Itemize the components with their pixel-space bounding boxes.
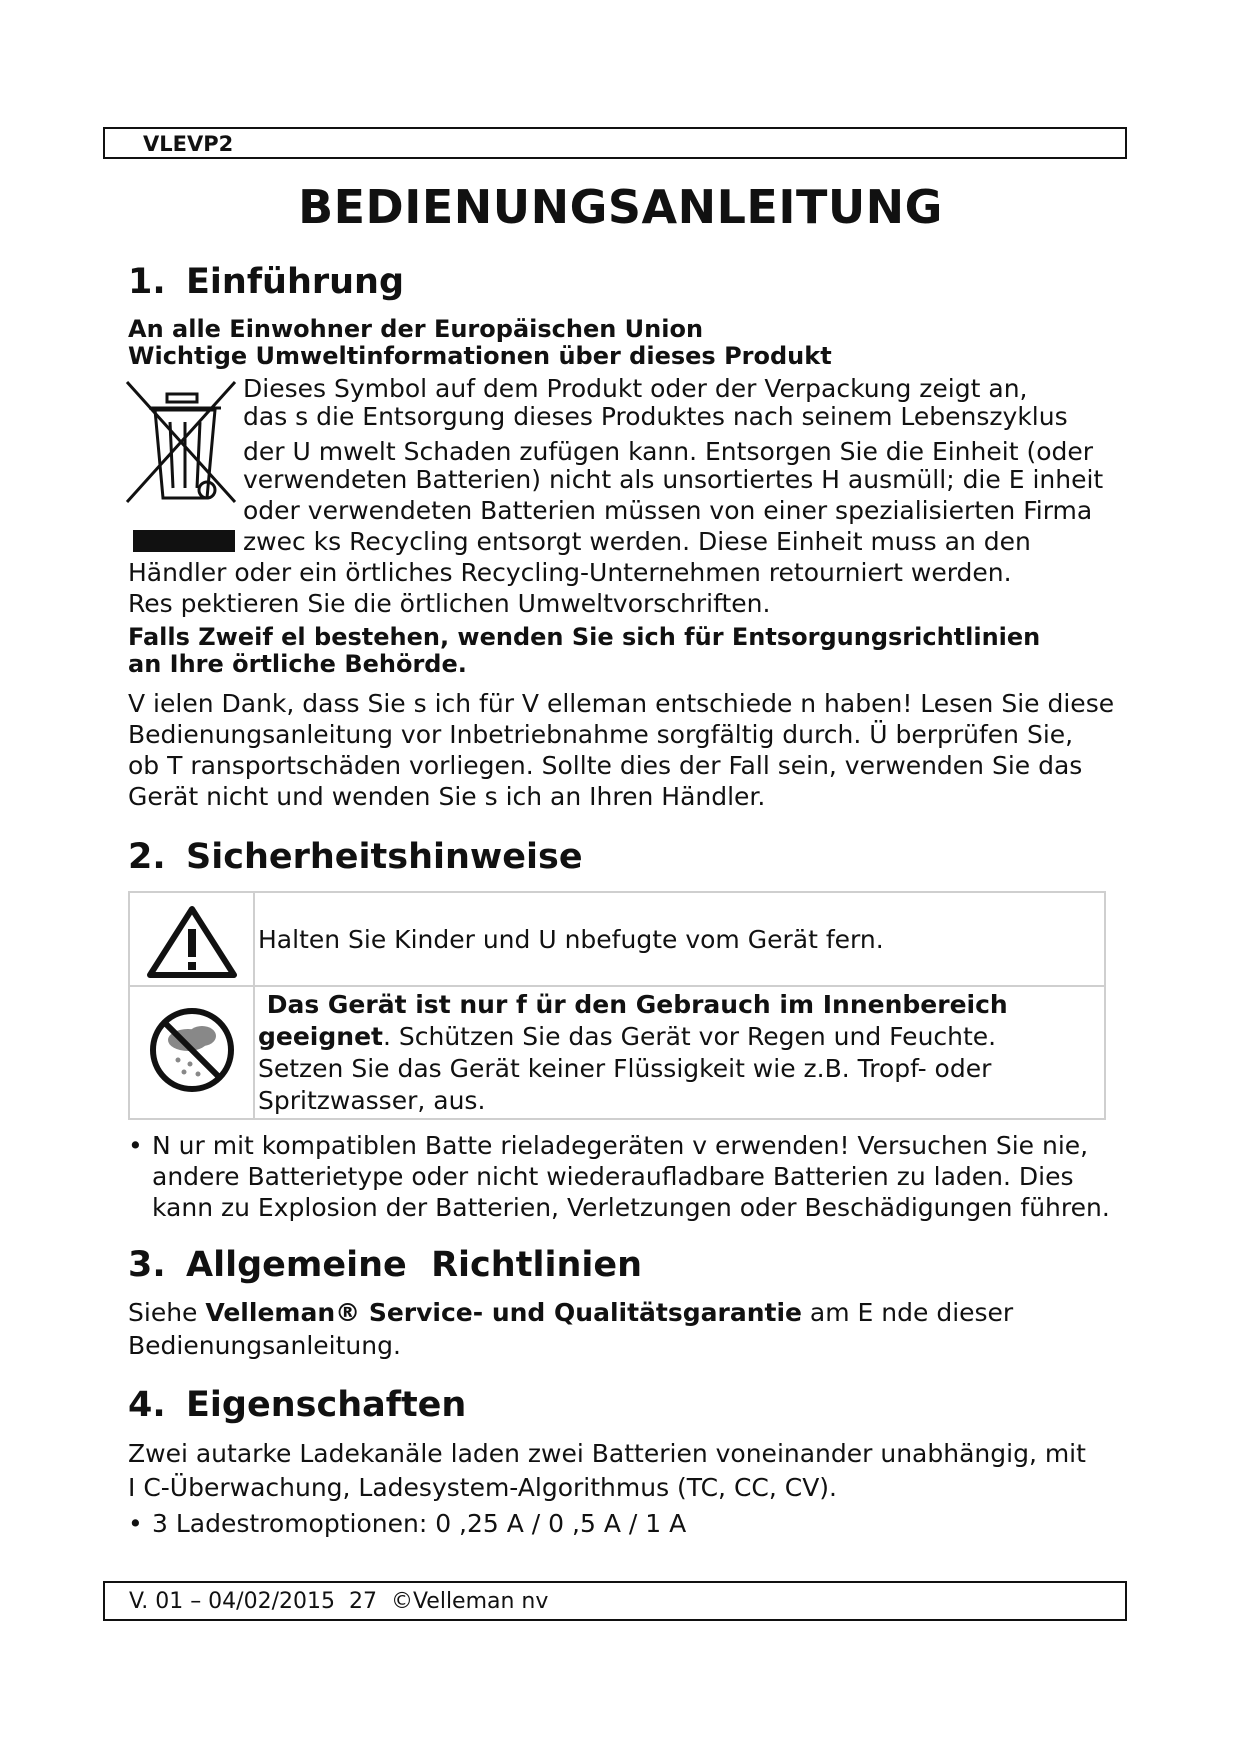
warranty-line [128,1297,1013,1328]
warranty-pre: Siehe [128,1298,206,1327]
section-3-number: 3. [128,1245,166,1285]
section-2-number: 2. [128,837,166,877]
moisture-line [258,1021,1008,1053]
warning-triangle-icon [146,905,238,979]
features-line: Zwei autarke Ladekanäle laden zwei Batterien voneinander unabhängig, mit [128,1439,1086,1468]
thanks-text-line: ob T ransportschäden vorliegen. Sollte dies der Fall sein, verwenden Sie das [128,751,1083,780]
header-box [103,127,1127,159]
bullet-line: kann zu Explosion der Batterien, Verletzungen oder Beschädigungen führen. [152,1193,1110,1222]
features-line: I C-Überwachung, Ladesystem-Algorithmus (TC, CC, CV). [128,1473,838,1502]
thanks-text-line: Gerät nicht und wenden Sie s ich an Ihren Händler. [128,782,766,811]
suitable-label: geeignet [258,1022,383,1051]
thanks-text-line: Bedienungsanleitung vor Inbetriebnahme sorgfältig durch. Ü berprüfen Sie, [128,720,1074,749]
footer-box [103,1581,1127,1621]
model-number: VLEVP2 [143,132,234,156]
weee-text-line: der U mwelt Schaden zufügen kann. Entsorgen Sie die Einheit (oder [243,437,1094,466]
splash-water-line: Spritzwasser, aus. [258,1086,486,1115]
liquid-line: Setzen Sie das Gerät keiner Flüssigkeit wie z.B. Tropf- oder [258,1054,992,1083]
safety-row-1-text: Halten Sie Kinder und U nbefugte vom Gerät fern. [258,925,884,954]
doubt-notice-line: an Ihre örtliche Behörde. [128,650,467,678]
no-rain-icon [148,1006,236,1094]
bullet-dot: • [128,1509,143,1538]
safety-row-2-text [258,989,1008,1117]
section-3-title: Allgemeine Richtlinien [186,1245,643,1285]
section-1-title: Einführung [186,262,405,302]
warranty-post: am E nde dieser [801,1298,1014,1327]
indoor-use-line: Das Gerät ist nur f ür den Gebrauch im Innenbereich [258,990,1008,1019]
doubt-notice-line: Falls Zweif el bestehen, wenden Sie sich für Entsorgungsrichtlinien [128,623,1041,651]
weee-text-line: Res pektieren Sie die örtlichen Umweltvorschriften. [128,589,771,618]
bullet-dot: • [128,1131,143,1160]
bullet-line: N ur mit kompatiblen Batte rieladegeräten v erwenden! Versuchen Sie nie, [152,1131,1089,1160]
bullet-line: andere Batterietype oder nicht wiederaufladbare Batterien zu laden. Dies [152,1162,1074,1191]
weee-text-line: Dieses Symbol auf dem Produkt oder der Verpackung zeigt an, [243,374,1028,403]
section-4-heading [128,1385,466,1425]
eu-residents-line: An alle Einwohner der Europäischen Union [128,315,704,343]
weee-text-line: Händler oder ein örtliches Recycling-Unternehmen retourniert werden. [128,558,1012,587]
charge-current-bullet [128,1508,686,1539]
warranty-line-2: Bedienungsanleitung. [128,1331,401,1360]
section-1-heading [128,262,404,302]
crossed-out-bin-icon [125,380,243,555]
weee-text-line: das s die Entsorgung dieses Produktes nach seinem Lebenszyklus [243,402,1068,431]
section-2-title: Sicherheitshinweise [186,837,583,877]
footer-text: V. 01 – 04/02/2015 27 ©Velleman nv [129,1589,549,1614]
safety-table [128,891,1106,1120]
section-3-heading [128,1245,642,1285]
battery-bullet [128,1130,1088,1161]
environment-info-line: Wichtige Umweltinformationen über dieses Produkt [128,342,832,370]
bullet-line: 3 Ladestromoptionen: 0 ,25 A / 0 ,5 A / 1 A [152,1509,687,1538]
weee-text-line: verwendeten Batterien) nicht als unsortiertes H ausmüll; die E inheit [243,465,1104,494]
section-4-title: Eigenschaften [186,1385,467,1425]
weee-text-line: oder verwendeten Batterien müssen von einer spezialisierten Firma [243,496,1093,525]
moisture-text: . Schützen Sie das Gerät vor Regen und Feuchte. [382,1022,997,1051]
section-4-number: 4. [128,1385,166,1425]
table-divider [253,893,255,1118]
section-2-heading [128,837,583,877]
table-divider [130,985,1104,987]
page-title: BEDIENUNGSANLEITUNG [298,180,943,234]
thanks-text-line: V ielen Dank, dass Sie s ich für V elleman entschiede n haben! Lesen Sie diese [128,689,1115,718]
warranty-title: Velleman® Service- und Qualitätsgarantie [205,1298,802,1327]
section-1-number: 1. [128,262,166,302]
weee-text-line: zwec ks Recycling entsorgt werden. Diese Einheit muss an den [243,527,1031,556]
